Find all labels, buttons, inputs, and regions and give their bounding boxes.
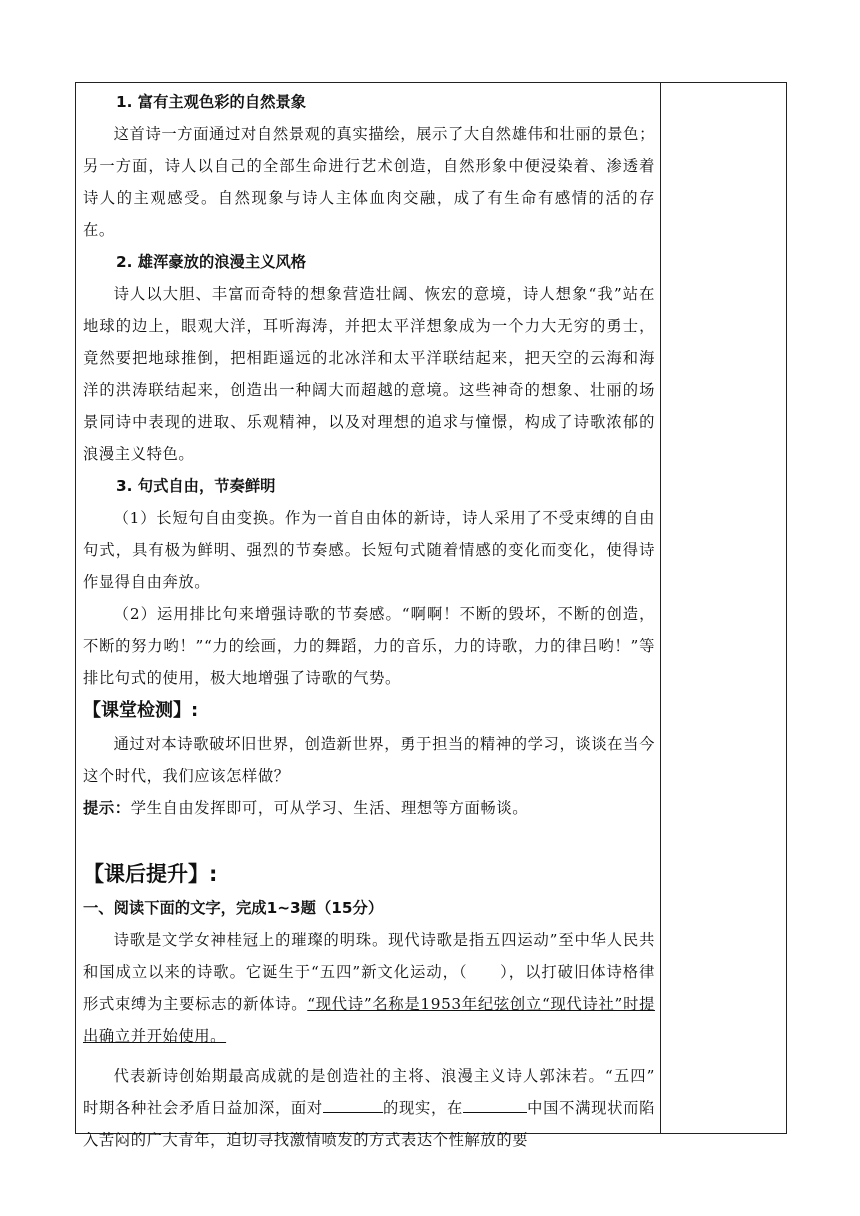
reading-paragraph-1-text: 诗歌是文学女神桂冠上的璀璨的明珠。现代诗歌是指五四运动”至中华人民共和国成立以来的诗歌。它诞生于“五四”新文化运动，（ ），以打破旧体诗格律形式束缚为主要标志的新体诗。 — [83, 931, 655, 1013]
main-content-cell — [83, 86, 655, 1156]
classroom-test-title: 【课堂检测】: — [83, 700, 199, 721]
paragraph-romantic-style: 诗人以大胆、丰富而奇特的想象营造壮阔、恢宏的意境，诗人想象“我”站在地球的边上，眼观大洋，耳听海涛，并把太平洋想象成为一个力大无穷的勇士，竟然要把地球推倒，把相距遥远的北冰洋和太平洋联结起来，把天空的云海和海洋的洪涛联结起来，创造出一种阔大而超越的意境。这些神奇的想象、壮丽的场景同诗中表现的进取、乐观精神，以及对理想的追求与憧憬，构成了诗歌浓郁的浪漫主义特色。 — [83, 285, 655, 463]
reading-paragraph-2-part-b: 的现实，在 — [382, 1099, 464, 1117]
classroom-question: 通过对本诗歌破坏旧世界，创造新世界，勇于担当的精神的学习，谈谈在当今这个时代，我们应该怎样做？ — [83, 735, 655, 785]
reading-paragraph-2-part-a: 代表新诗创始期最高成就的是创造社的主将、浪漫主义诗人郭沫若。“五四” 时期各种社会矛盾日益加深，面对 — [83, 1067, 655, 1117]
heading-natural-scenery: 1. 富有主观色彩的自然景象 — [116, 93, 307, 111]
reading-paragraph-2-part-c: 中国不满现状而陷入苦闷的广大青年，迫切寻找激情喷发的方式表达个性解放的要 — [83, 1099, 655, 1149]
heading-romantic-style: 2. 雄浑豪放的浪漫主义风格 — [116, 253, 307, 271]
column-divider — [660, 82, 661, 1134]
underlined-sentence: “现代诗”名称是1953年纪弦创立“现代诗社”时提出确立并开始使用。 — [83, 995, 655, 1045]
reading-paragraph-2 — [83, 1060, 655, 1156]
fill-blank-2 — [463, 1112, 527, 1113]
heading-free-sentence: 3. 句式自由，节奏鲜明 — [116, 477, 276, 495]
paragraph-long-short-sentences: （1）长短句自由变换。作为一首自由体的新诗，诗人采用了不受束缚的自由句式，具有极为鲜明、强烈的节奏感。长短句式随着情感的变化而变化，使得诗作显得自由奔放。 — [83, 509, 655, 591]
reading-question-heading: 一、阅读下面的文字，完成1~3题（15分） — [83, 899, 384, 917]
fill-blank-1 — [323, 1112, 383, 1113]
after-class-title: 【课后提升】: — [83, 862, 218, 886]
paragraph-natural-scenery: 这首诗一方面通过对自然景观的真实描绘，展示了大自然雄伟和壮丽的景色；另一方面，诗人以自己的全部生命进行艺术创造，自然形象中便浸染着、渗透着诗人的主观感受。自然现象与诗人主体血肉交融，成了有生命有感情的活的存在。 — [83, 125, 655, 239]
hint-label: 提示： — [83, 799, 131, 817]
classroom-hint — [83, 792, 655, 824]
paragraph-parallelism: （2）运用排比句来增强诗歌的节奏感。“啊啊！不断的毁坏，不断的创造，不断的努力哟！”“力的绘画，力的舞蹈，力的音乐，力的诗歌，力的律吕哟！”等排比句式的使用，极大地增强了诗歌的气势。 — [83, 605, 655, 687]
reading-paragraph-1 — [83, 924, 655, 1052]
hint-text: 学生自由发挥即可，可从学习、生活、理想等方面畅谈。 — [130, 799, 529, 817]
